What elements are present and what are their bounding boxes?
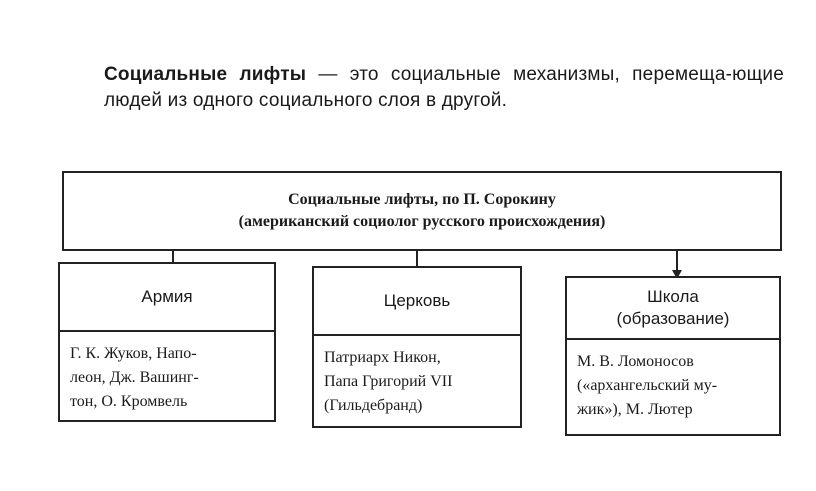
column-school-title: Школа [647,287,699,306]
column-school-examples [565,340,781,436]
example-line: («архангельский му- [577,377,718,394]
example-line: леон, Дж. Вашинг- [70,369,199,386]
column-church-header [312,266,522,336]
top-box-title: Социальные лифты, по П. Сорокину [288,191,556,208]
definition-paragraph [104,62,784,114]
example-line: (Гильдебранд) [324,397,423,414]
column-church-examples [312,336,522,428]
top-box-subtitle: (американский социолог русского происхождения) [238,213,606,230]
example-line: М. В. Ломоносов [577,353,694,370]
example-line: Патриарх Никон, [324,349,441,366]
top-box-sorokin [62,171,782,251]
example-line: Папа Григорий VII [324,373,453,390]
definition-term: Социальные лифты [104,64,307,85]
example-line: тон, О. Кромвель [70,393,188,410]
column-school-subtitle: (образование) [616,309,730,328]
definition-text: — это социальные механизмы, перемеща-ющие людей из одного социального слоя в другой. [104,64,784,111]
example-line: Г. К. Жуков, Напо- [70,345,197,362]
column-church-title: Церковь [383,291,451,310]
column-army-examples [58,332,276,422]
column-army-title: Армия [141,287,193,306]
column-school-header [565,276,781,340]
example-line: жик»), М. Лютер [577,401,693,418]
column-army-header [58,262,276,332]
